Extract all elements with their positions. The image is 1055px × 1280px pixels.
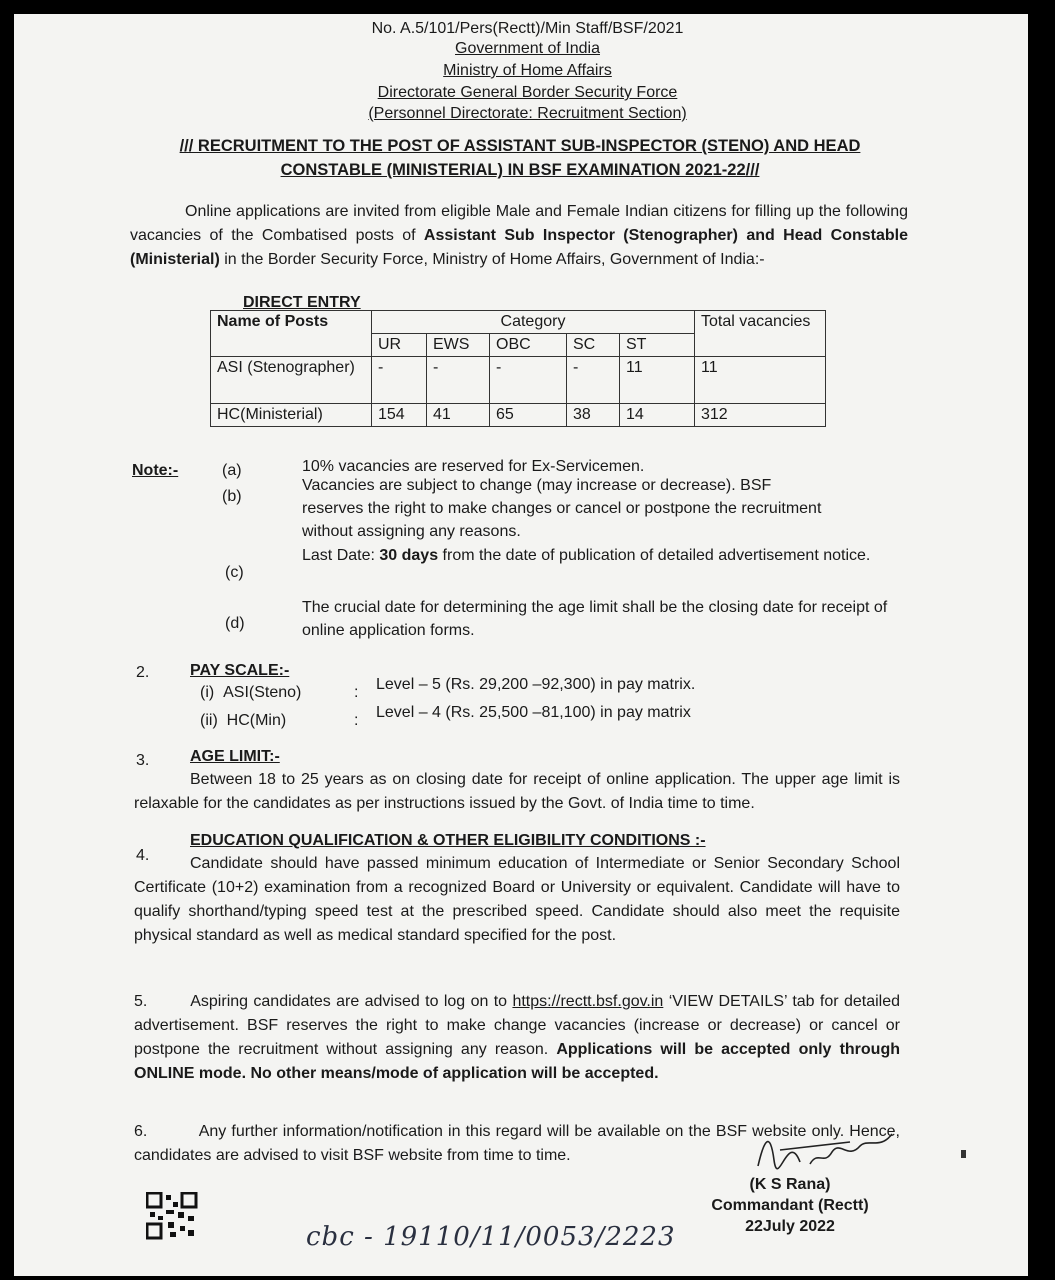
- cell-total: 11: [695, 357, 826, 404]
- note-marker-a: (a): [222, 462, 242, 479]
- education-heading: EDUCATION QUALIFICATION & OTHER ELIGIBILITY CONDITIONS :-: [190, 832, 706, 849]
- post-asi: ASI (Stenographer): [211, 357, 372, 404]
- cell-value: 154: [372, 404, 427, 427]
- vacancy-table: [210, 310, 826, 427]
- intro-paragraph: Online applications are invited from eligible Male and Female Indian citizens for filling up the following vacancies of the Combatised posts of Assistant Sub Inspector (Stenographer) and Head Constable (Ministerial) in the Border Security Force, Ministry of Home Affairs, Government of India:-: [130, 203, 908, 268]
- age-limit-text: Between 18 to 25 years as on closing date for receipt of online application. The upper age limit is relaxable for the candidates as per instructions issued by the Govt. of India time to time.: [134, 771, 900, 812]
- cat-obc: OBC: [490, 334, 567, 357]
- cat-sc: SC: [567, 334, 620, 357]
- signatory-designation: Commandant (Rectt): [711, 1197, 869, 1214]
- section-number-3: 3.: [136, 752, 150, 769]
- header-ministry: Ministry of Home Affairs: [443, 62, 612, 79]
- qr-code-icon: [146, 1192, 198, 1240]
- cat-st: ST: [620, 334, 695, 357]
- section-number-4: 4.: [136, 847, 150, 864]
- cell-value: 11: [620, 357, 695, 404]
- section-number-2: 2.: [136, 664, 150, 681]
- pay-level-asi: Level – 5 (Rs. 29,200 –92,300) in pay matrix.: [376, 676, 696, 693]
- cell-value: -: [372, 357, 427, 404]
- age-limit-heading: AGE LIMIT:-: [190, 748, 280, 765]
- reference-number: No. A.5/101/Pers(Rectt)/Min Staff/BSF/2021: [371, 20, 684, 37]
- note-label: Note:-: [132, 462, 179, 479]
- cell-value: 38: [567, 404, 620, 427]
- cell-value: 14: [620, 404, 695, 427]
- note-marker-d: (d): [225, 615, 245, 632]
- post-hc: HC(Ministerial): [211, 404, 372, 427]
- margin-mark: [961, 1150, 966, 1158]
- para-6: 6. Any further information/notification in this regard will be available on the BSF website only. Hence, candidates are advised to visit BSF website from time to time.: [134, 1123, 901, 1164]
- cat-ews: EWS: [427, 334, 490, 357]
- page-title: /// RECRUITMENT TO THE POST OF ASSISTANT SUB-INSPECTOR (STENO) AND HEAD CONSTABLE (MINISTERIAL) IN BSF EXAMINATION 2021-22///: [179, 137, 861, 179]
- header-government: Government of India: [455, 40, 600, 57]
- header-section: (Personnel Directorate: Recruitment Section): [368, 105, 687, 122]
- cell-value: -: [567, 357, 620, 404]
- col-name-of-posts: Name of Posts: [211, 311, 372, 357]
- note-c: Last Date: 30 days from the date of publication of detailed advertisement notice.: [302, 547, 871, 564]
- note-b: Vacancies are subject to change (may increase or decrease). BSF reserves the right to make changes or cancel or postpone the recruitment without assigning any reasons.: [302, 477, 822, 540]
- note-marker-b: (b): [222, 488, 242, 505]
- cell-value: 65: [490, 404, 567, 427]
- cat-ur: UR: [372, 334, 427, 357]
- table-row: [211, 357, 826, 404]
- pay-sep-2: :: [354, 712, 359, 729]
- pay-level-hc: Level – 4 (Rs. 25,500 –81,100) in pay matrix: [376, 704, 691, 721]
- handwritten-reference: cbc - 19110/11/0053/2223: [306, 1222, 676, 1252]
- col-total-vacancies: Total vacancies: [695, 311, 826, 357]
- header-directorate: Directorate General Border Security Force: [377, 84, 678, 101]
- signature-scribble: [740, 1120, 910, 1180]
- cell-value: -: [490, 357, 567, 404]
- col-category: Category: [372, 311, 695, 334]
- cell-value: -: [427, 357, 490, 404]
- pay-scale-heading: PAY SCALE:-: [190, 662, 290, 679]
- pay-sep-1: :: [354, 684, 359, 701]
- para-5: 5. Aspiring candidates are advised to log on to https://rectt.bsf.gov.in ‘VIEW DETAILS’ tab for detailed advertisement. BSF reserves the right to make change vacancies (increase or decrease) or cancel or postpone the recruitment without assigning any reason. Applications will be accepted only through ONLINE mode. No other means/mode of application will be accepted.: [134, 993, 901, 1082]
- note-a: 10% vacancies are reserved for Ex-Servicemen.: [302, 458, 645, 475]
- table-row: [211, 404, 826, 427]
- cell-value: 41: [427, 404, 490, 427]
- signatory-name: (K S Rana): [749, 1176, 831, 1193]
- cell-total: 312: [695, 404, 826, 427]
- signature-date: 22July 2022: [745, 1218, 835, 1235]
- pay-row-hc: (ii) HC(Min): [200, 712, 287, 729]
- education-text: Candidate should have passed minimum education of Intermediate or Senior Secondary School Certificate (10+2) examination from a recognized Board or University or equivalent. Candidate will have to qualify shorthand/typing speed test at the prescribed speed. Candidate should also meet the requisite physical standard as well as medical standard specified for the post.: [134, 855, 900, 944]
- signature-block: [700, 1174, 880, 1237]
- note-d: The crucial date for determining the age limit shall be the closing date for receipt of online application forms.: [302, 599, 888, 639]
- table-header-row: [211, 311, 826, 334]
- pay-row-asi: (i) ASI(Steno): [200, 684, 302, 701]
- note-marker-c: (c): [225, 564, 244, 581]
- direct-entry-heading: DIRECT ENTRY: [243, 294, 361, 311]
- recruitment-link[interactable]: https://rectt.bsf.gov.in: [512, 993, 664, 1010]
